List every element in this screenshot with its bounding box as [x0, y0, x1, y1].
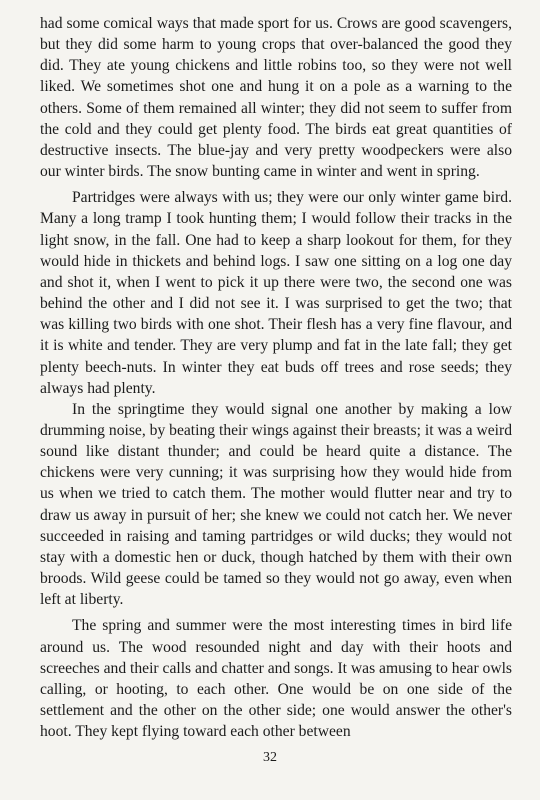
paragraph-partridges: Partridges were always with us; they were our only winter game bird. Many a long tramp I took hunting them; I would follow their tracks in the light snow, in the fall. One had to keep a sharp lookout for them, for they would hide in thickets and behind logs. I saw one sitting on a log one day and shot it, when I went to pick it up there were two, the second one was behind the other and I did not see it. I was surprised to get the two; that was killing two birds with one shot. Their flesh has a very fine flavour, and it is white and tender. They are very plump and fat in the late fall; they get plenty beech-nuts. In winter they eat buds off trees and rose seeds; they always had plenty. — [40, 189, 512, 397]
body-text — [40, 13, 512, 742]
page-number: 32 — [263, 750, 277, 765]
paragraph-springtime-drumming: In the springtime they would signal one another by making a low drumming noise, by beating their wings against their breasts; it was a weird sound like distant thunder; and could be heard quite a distance. The chickens were very cunning; it was surprising how they would hide from us when we tried to catch them. The mother would flutter near and try to draw us away in pursuit of her; she knew we could not catch her. We never succeeded in raising and taming partridges or wild ducks; they would not stay with a domestic hen or duck, though hatched by them with their own broods. Wild geese could be tamed so they would not go away, even when left at liberty. — [40, 400, 512, 609]
paragraph-spring-summer: The spring and summer were the most interesting times in bird life around us. The wood resounded night and day with their hoots and screeches and their calls and chatter and songs. It was amusing to hear owls calling, or hooting, to each other. One would be on one side of the settlement and the other on the other side; one would answer the other's hoot. They kept flying toward each other between — [40, 617, 512, 741]
paragraph-crows: had some comical ways that made sport for us. Crows are good scavengers, but they did some harm to young crops that over-balanced the good they did. They ate young chickens and little robins too, so they were not well liked. We sometimes shot one and hung it on a pole as a warning to the others. Some of them remained all winter; they did not seem to suffer from the cold and they could get plenty food. The birds eat great quantities of destructive insects. The blue-jay and very pretty woodpeckers were also our winter birds. The snow bunting came in winter and went in spring. — [40, 15, 512, 181]
